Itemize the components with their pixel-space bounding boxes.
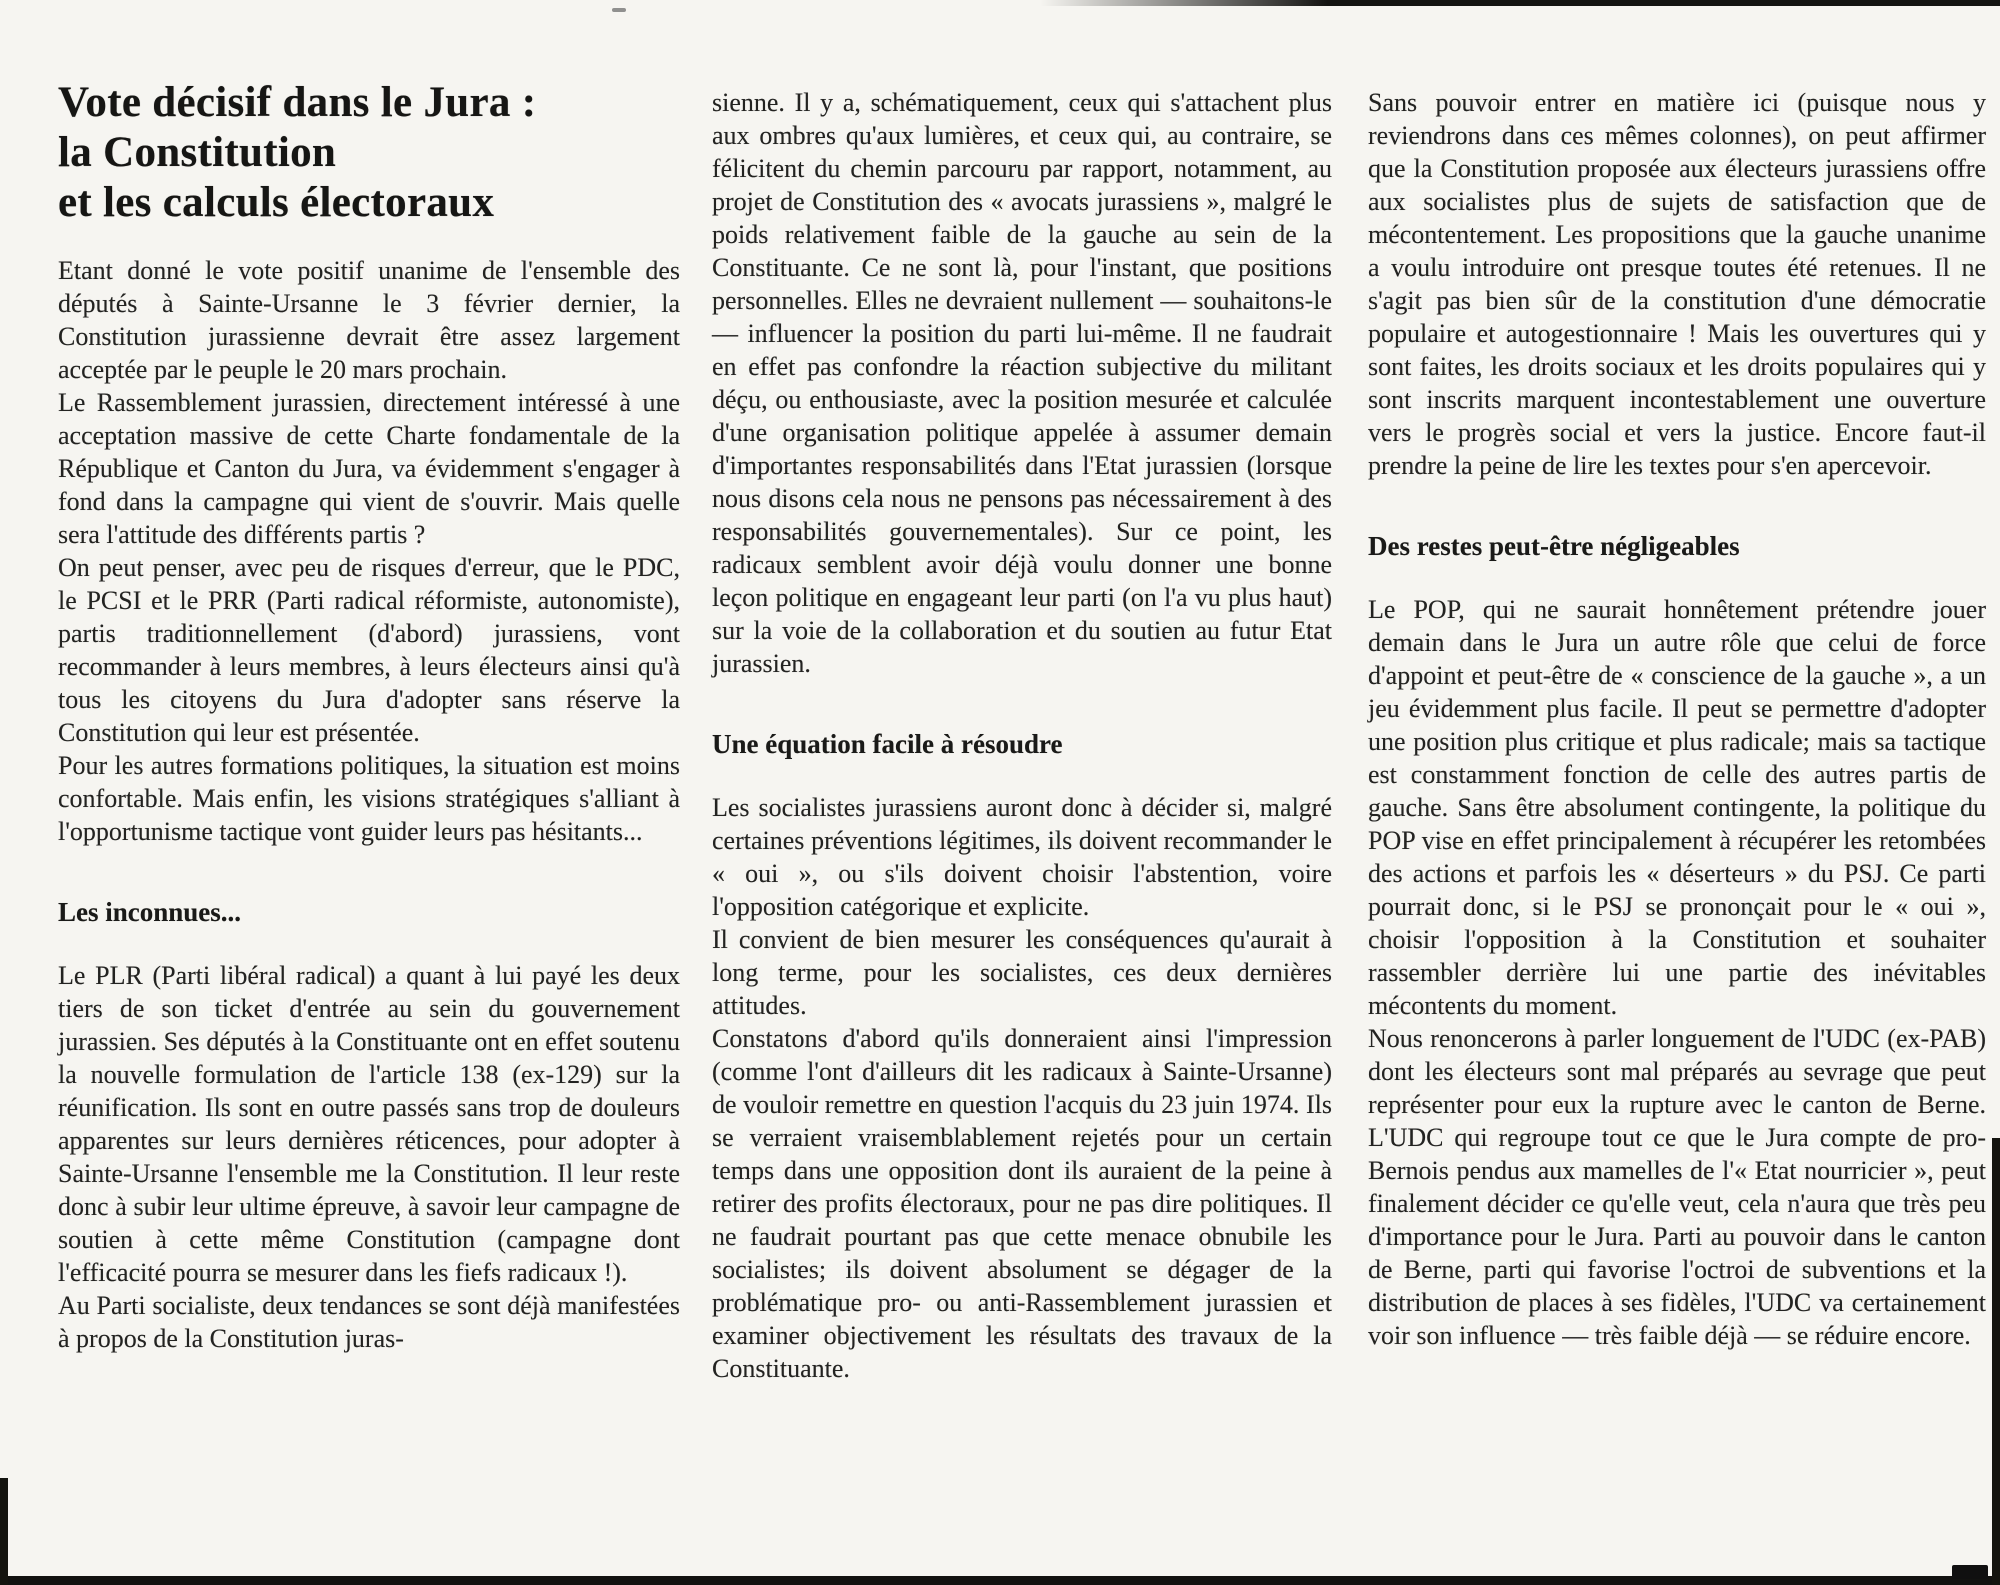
section-heading: Les inconnues... (58, 897, 242, 927)
body-paragraph: Nous renoncerons à parler longuement de l'UDC (ex-PAB) dont les électeurs sont mal préparés au sevrage que peut représenter pour eux la rupture avec le canton de Berne. L'UDC qui regroupe tout ce que le Jura compte de pro-Bernois pendus aux mamelles de l'« Etat nourricier », peut finalement décider ce qu'elle veut, cela n'aura que très peu d'importance pour le Jura. Parti au pouvoir dans le canton de Berne, parti qui favorise l'octroi de subventions et la distribution de places à ses fidèles, l'UDC va certainement voir son influence — très faible déjà — se réduire encore. (1368, 1024, 1986, 1350)
article-column-3 (1368, 86, 1986, 1352)
scan-speck-artifact (612, 8, 626, 12)
body-paragraph: sienne. Il y a, schématiquement, ceux qui s'attachent plus aux ombres qu'aux lumières, et ceux qui, au contraire, se félicitent du chemin parcouru par rapport, notamment, au projet de Constitution des « avocats jurassiens », malgré le poids relativement faible de la gauche au sein de la Constituante. Ce ne sont là, pour l'instant, que positions personnelles. Elles ne devraient nullement — souhaitons-le — influencer la position du parti lui-même. Il ne faudrait en effet pas confondre la réaction subjective du militant déçu, ou enthousiaste, avec la position mesurée et calculée d'une organisation politique appelée à assumer demain d'importantes responsabilités dans l'Etat jurassien (lorsque nous disons cela nous ne pensons pas nécessairement à des responsabilités gouvernementales). Sur ce point, les radicaux semblent avoir déjà voulu donner une bonne leçon politique en engageant leur parti (on l'a vu plus haut) sur la voie de la collaboration et du soutien au futur Etat jurassien. (712, 88, 1332, 678)
body-paragraph: Le PLR (Parti libéral radical) a quant à lui payé les deux tiers de son ticket d'entrée au sein du gouvernement jurassien. Ses députés à la Constituante ont en effet soutenu la nouvelle formulation de l'article 138 (ex-129) sur la réunification. Ils sont en outre passés sans trop de douleurs apparentes sur leurs dernières réticences, pour adopter à Sainte-Ursanne l'ensemble me la Constitution. Il leur reste donc à subir leur ultime épreuve, à savoir leur campagne de soutien à cette même Constitution (campagne dont l'efficacité pourra se mesurer dans les fiefs radicaux !). (58, 961, 680, 1287)
body-paragraph: On peut penser, avec peu de risques d'erreur, que le PDC, le PCSI et le PRR (Parti radical réformiste, autonomiste), partis traditionnellement (d'abord) jurassiens, vont recommander à leurs membres, à leurs électeurs ainsi qu'à tous les citoyens du Jura d'adopter sans réserve la Constitution qui leur est présentée. (58, 553, 680, 747)
article-column-2 (712, 86, 1332, 1385)
body-paragraph: Sans pouvoir entrer en matière ici (puisque nous y reviendrons dans ces mêmes colonnes), on peut affirmer que la Constitution proposée aux électeurs jurassiens offre aux socialistes plus de sujets de satisfaction que de mécontentement. Les propositions que la gauche unanime a voulu introduire ont presque toutes été retenues. Il ne s'agit pas bien sûr de la constitution d'une démocratie populaire et autogestionnaire ! Mais les ouvertures qui y sont faites, les droits sociaux et les droits populaires qui y sont inscrits marquent incontestablement une ouverture vers le progrès social et vers la justice. Encore faut-il prendre la peine de lire les textes pour s'en apercevoir. (1368, 88, 1986, 480)
title-line-3: et les calculs électoraux (58, 179, 495, 226)
body-paragraph: Il convient de bien mesurer les conséquences qu'aurait à long terme, pour les socialistes, ces deux dernières attitudes. (712, 925, 1332, 1020)
section-heading: Des restes peut-être négligeables (1368, 531, 1740, 561)
title-line-1: Vote décisif dans le Jura : (58, 79, 537, 126)
body-paragraph: Le Rassemblement jurassien, directement intéressé à une acceptation massive de cette Charte fondamentale de la République et Canton du Jura, va évidemment s'engager à fond dans la campagne qui vient de s'ouvrir. Mais quelle sera l'attitude des différents partis ? (58, 388, 680, 549)
article-column-1 (58, 78, 680, 1355)
body-paragraph: Constatons d'abord qu'ils donneraient ainsi l'impression (comme l'ont d'ailleurs dit les radicaux à Sainte-Ursanne) de vouloir remettre en question l'acquis du 23 juin 1974. Ils se verraient vraisemblablement rejetés pour un certain temps dans une opposition dont ils auraient de la peine à retirer des profits électoraux, pour ne pas dire politiques. Il ne faudrait pourtant pas que cette menace obnubile les socialistes; ils doivent absolument se dégager de la problématique pro- ou anti-Rassemblement jurassien et examiner objectivement les résultats des travaux de la Constituante. (712, 1024, 1332, 1383)
body-paragraph: Etant donné le vote positif unanime de l'ensemble des députés à Sainte-Ursanne le 3 février dernier, la Constitution jurassienne devrait être assez largement acceptée par le peuple le 20 mars prochain. (58, 256, 680, 384)
scan-edge-bottom-artifact (0, 1576, 2000, 1585)
body-paragraph: Pour les autres formations politiques, la situation est moins confortable. Mais enfin, les visions stratégiques s'alliant à l'opportunisme tactique vont guider leurs pas hésitants... (58, 751, 680, 846)
title-line-2: la Constitution (58, 129, 337, 176)
body-paragraph: Le POP, qui ne saurait honnêtement prétendre jouer demain dans le Jura un autre rôle que celui de force d'appoint et peut-être de « conscience de la gauche », a un jeu évidemment plus facile. Il peut se permettre d'adopter une position plus critique et plus radicale; mais sa tactique est constamment fonction de celle des autres partis de gauche. Sans être absolument contingente, la politique du POP vise en effet principalement à récupérer les retombées des actions et parfois les « déserteurs » du PSJ. Ce parti pourrait donc, si le PSJ se prononçait pour le « oui », choisir l'opposition à la Constitution et souhaiter rassembler derrière lui une partie des inévitables mécontents du moment. (1368, 595, 1986, 1020)
body-paragraph: Au Parti socialiste, deux tendances se sont déjà manifestées à propos de la Constitution juras- (58, 1291, 680, 1353)
scan-edge-right-artifact (1992, 1138, 2000, 1585)
scan-blob-artifact (1952, 1565, 1988, 1579)
scan-edge-top-artifact (1040, 0, 2000, 6)
article-title (58, 78, 680, 228)
body-paragraph: Les socialistes jurassiens auront donc à décider si, malgré certaines préventions légitimes, ils doivent recommander le « oui », ou s'ils doivent choisir l'abstention, voire l'opposition catégorique et explicite. (712, 793, 1332, 921)
section-heading: Une équation facile à résoudre (712, 729, 1063, 759)
scan-edge-left-artifact (0, 1478, 8, 1585)
